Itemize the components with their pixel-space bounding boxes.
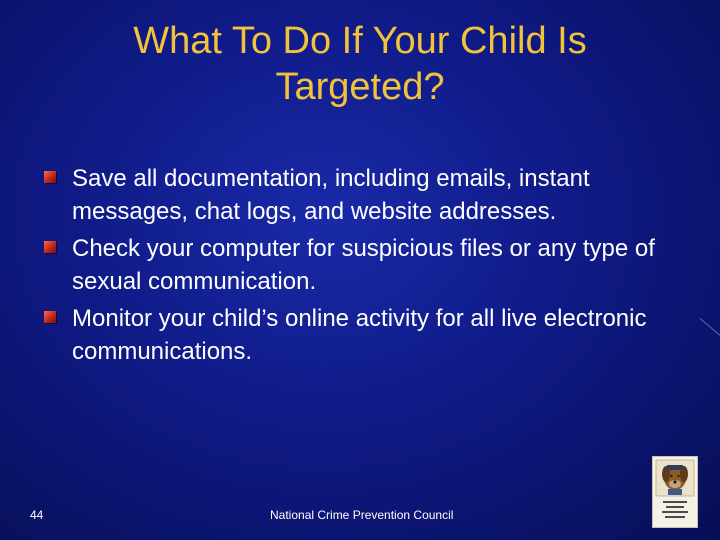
page-number: 44 — [30, 508, 44, 522]
bullet-item — [42, 302, 682, 368]
red-square-bullet-icon — [44, 311, 56, 323]
slide-title: What To Do If Your Child Is Targeted? — [133, 20, 587, 108]
red-square-bullet-icon — [44, 171, 56, 183]
bullet-text: Check your computer for suspicious files or any type of sexual communication. — [72, 235, 655, 295]
red-square-bullet-icon — [44, 241, 56, 253]
decorative-streak — [700, 318, 720, 344]
bullet-item — [42, 232, 682, 298]
footer-organization: National Crime Prevention Council — [270, 508, 454, 522]
bullet-list — [42, 162, 682, 372]
bullet-text: Save all documentation, including emails, instant messages, chat logs, and website addresses. — [72, 165, 590, 225]
mcgruff-dog-logo-icon — [652, 456, 698, 528]
bullet-text: Monitor your child’s online activity for all live electronic communications. — [72, 305, 647, 365]
bullet-item — [42, 162, 682, 228]
logo-graphic — [653, 457, 697, 527]
